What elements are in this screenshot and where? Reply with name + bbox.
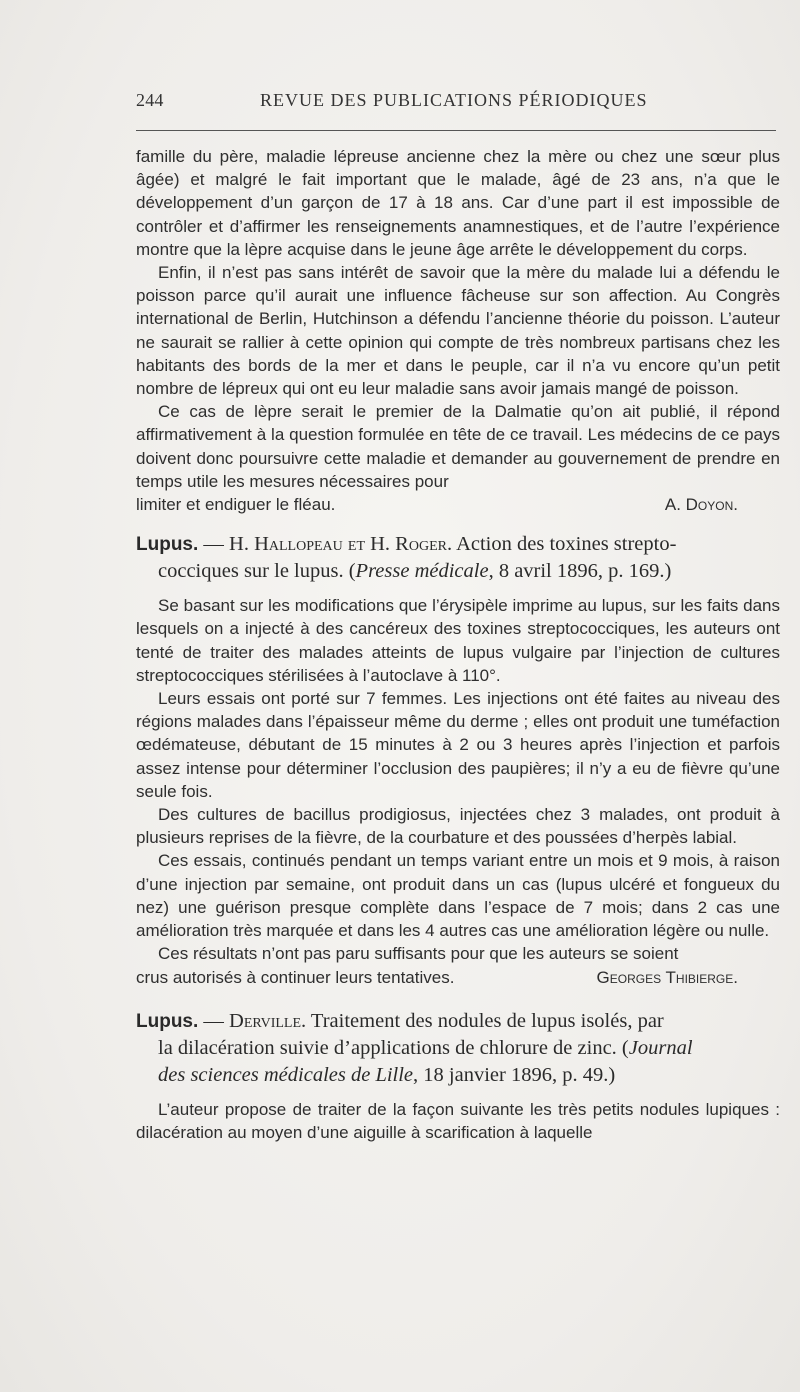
- article-1-paragraph-5-end: crus autorisés à continuer leurs tentatives.: [136, 967, 455, 987]
- running-title: REVUE DES PUBLICATIONS PÉRIODIQUES: [260, 90, 648, 110]
- article-2-heading-line-3: [136, 1062, 780, 1089]
- article-1-paragraph-3: Des cultures de bacillus prodigiosus, injectées chez 3 malades, ont produit à plusieurs reprises de la fièvre, de la courbature et des poussées d’herpès labial.: [136, 805, 780, 848]
- continuation-paragraph-3: Ce cas de lèpre serait le premier de la Dalmatie qu’on ait publié, il répond affirmativement à la question formulée en tête de ce travail. Les médecins de ce pays doivent donc poursuivre cette maladie et demander au gouvernement de prendre en temps utile les mesures nécessaires pour: [136, 402, 780, 491]
- article-1-title-line-2: cocciques sur le lupus. (: [158, 560, 356, 583]
- page-number: 244: [136, 90, 164, 110]
- continuation-paragraph-1: famille du père, maladie lépreuse ancienne chez la mère ou chez une sœur plus âgée) et malgré le fait important que le malade, âgé de 23 ans, n’a que le développement d’un garçon de 17 à 18 ans. Car d’une part il est impossible de contrôler et d’affirmer les renseignements anamnestiques, et de l’autre l’expérience montre que la lèpre acquise dans le jeune âge arrête le développement du corps.: [136, 147, 780, 259]
- article-2-journal: Journal: [628, 1036, 693, 1059]
- article-1-authors: H. Hallopeau et H. Roger.: [229, 533, 453, 556]
- signature-thibierge: Georges Thibierge.: [596, 967, 738, 987]
- article-1-paragraph-4: Ces essais, continués pendant un temps variant entre un mois et 9 mois, à raison d’une injection par semaine, ont produit dans un cas (lupus ulcéré et fongueux du nez) une guérison presque complète dans l’espace de 7 mois; dans 2 cas une amélioration très marquée et dans les 4 autres cas une amélioration légère ou nulle.: [136, 851, 780, 941]
- header-rule: [136, 130, 776, 131]
- article-1-dash: —: [198, 533, 230, 556]
- article-1-reference: , 8 avril 1896, p. 169.): [488, 560, 672, 583]
- article-2-heading: [136, 1008, 780, 1035]
- article-2-heading-line-2: [136, 1035, 780, 1062]
- article-2-title: Traitement des nodules de lupus isolés, par: [306, 1009, 664, 1032]
- article-1-paragraph-1: Se basant sur les modifications que l’érysipèle imprime au lupus, sur les faits dans lesquels on a injecté à des cancéreux des toxines streptococciques, les auteurs ont tenté de traiter des malades atteints de lupus vulgaire par l’injection de cultures streptococciques stérilisées à l’autoclave à 110°.: [136, 596, 780, 685]
- page-body: [136, 145, 780, 1144]
- article-2-keyword: Lupus.: [136, 1010, 199, 1032]
- article-2-reference: , 18 janvier 1896, p. 49.): [413, 1063, 616, 1086]
- article-1-journal: Presse médicale: [355, 560, 489, 583]
- article-1-heading-line-2: [136, 558, 780, 585]
- continuation-closing-line: [136, 493, 780, 516]
- running-header: [136, 90, 776, 118]
- article-2-dash: —: [198, 1009, 230, 1032]
- continuation-paragraph-2: Enfin, il n’est pas sans intérêt de savoir que la mère du malade lui a défendu le poisson parce qu’il aurait une influence fâcheuse sur son affection. Au Congrès international de Berlin, Hutchinson a défendu l’ancienne théorie du poisson. L’auteur ne saurait se rallier à cette opinion qui compte de très nombreux partisans chez les habitants des bords de la mer et dans le peuple, car il n’a vu encore qu’un petit nombre de lépreux qui ont eu leur maladie sans avoir jamais mangé de poisson.: [136, 263, 780, 399]
- article-1-paragraph-2: Leurs essais ont porté sur 7 femmes. Les injections ont été faites au niveau des régions malades dans l’épaisseur même du derme ; elles ont produit une tuméfaction œdémateuse, débutant de 15 minutes à 2 ou 3 heures après l’injection et parfois assez intense pour déterminer l’occlusion des paupières; il n’y a eu de fièvre qu’une seule fois.: [136, 689, 780, 801]
- article-1-keyword: Lupus.: [136, 534, 199, 556]
- article-1-title: Action des toxines strepto-: [452, 533, 677, 556]
- article-2-title-line-2: la dilacération suivie d’applications de chlorure de zinc. (: [158, 1036, 629, 1059]
- article-1-paragraph-5: Ces résultats n’ont pas paru suffisants pour que les auteurs se soient: [158, 944, 679, 964]
- article-1-closing-line: [136, 966, 780, 989]
- continuation-paragraph-3-end: limiter et endiguer le fléau.: [136, 495, 336, 515]
- article-1-heading: [136, 531, 780, 558]
- article-2-paragraph-1: L’auteur propose de traiter de la façon suivante les très petits nodules lupiques : dilacération au moyen d’une aiguille à scarification à laquelle: [136, 1099, 780, 1142]
- article-2-author: Derville.: [229, 1009, 307, 1032]
- signature-doyon: A. Doyon.: [664, 495, 738, 515]
- article-2-journal-continued: des sciences médicales de Lille: [158, 1063, 414, 1086]
